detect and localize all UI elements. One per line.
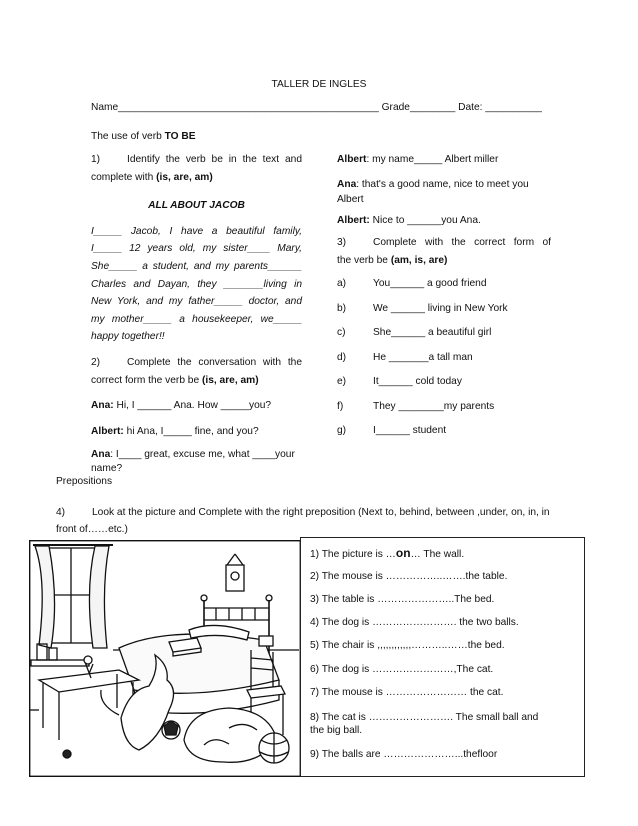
- exercise-2-options: (is, are, am): [201, 374, 259, 386]
- exercise-3-options: (am, is, are): [390, 254, 448, 266]
- dialogue-line: Ana: that's a good name, nice to meet you: [337, 178, 529, 190]
- exercise-2-text-line2: correct form the verb be: [91, 374, 202, 386]
- exercise-1-instructions: [91, 151, 302, 186]
- dialogue-line: Albert: my name_____ Albert miller: [337, 154, 499, 165]
- name-grade-date-line: Name______________________________________________ Grade________ Date: __________: [91, 102, 542, 113]
- dialogue-line: Albert: Nice to ______you Ana.: [337, 214, 481, 226]
- exercise-3-text-line2: the verb be: [337, 254, 391, 266]
- list-item: c) She______ a beautiful girl: [337, 327, 492, 339]
- exercise-4-text-line1: Look at the picture and Complete with the right preposition (Next to, behind, between ,under, on, in, in: [92, 507, 550, 518]
- list-item: 3) The table is …………………..The bed.: [310, 594, 495, 605]
- right-column: [337, 151, 551, 447]
- section-heading-prefix: The use of verb: [91, 131, 165, 142]
- story-line: Charles and Dayan, they _______living in: [91, 278, 302, 290]
- dialogue-line: Albert: hi Ana, I_____ fine, and you?: [91, 425, 259, 437]
- story-line: I_____ Jacob, I have a beautiful family,: [91, 225, 302, 237]
- list-item: 6) The dog is ……………………,The cat.: [310, 664, 494, 675]
- exercise-4-instructions: [56, 504, 584, 538]
- list-item: d) He _______a tall man: [337, 351, 473, 363]
- dialogue-continuation: Albert: [337, 193, 364, 205]
- list-item-continuation: the big ball.: [310, 725, 363, 736]
- exercise-4-number: 4): [56, 507, 66, 518]
- dialogue-continuation: name?: [91, 463, 123, 475]
- list-item: 1) The picture is …on… The wall.: [310, 546, 465, 560]
- prepositions-list: [300, 537, 585, 777]
- list-item: 5) The chair is ,,,,,,,,,,,,………..……the bed.: [310, 640, 505, 651]
- list-item: 4) The dog is ……………………. the two balls.: [310, 617, 519, 628]
- dialogue-line: Ana: I____ great, excuse me, what ____your: [91, 449, 295, 461]
- exercise-4-text-line2: front of……etc.): [56, 524, 128, 535]
- story-line: New York, and my father_____ doctor, and: [91, 296, 302, 308]
- exercise-3-text-line1: Complete with the correct form of: [373, 237, 551, 249]
- list-item: f) They ________my parents: [337, 400, 495, 412]
- story-line: She_____ a student, and my parents______: [91, 260, 302, 272]
- story-line: happy together!!: [91, 331, 165, 343]
- wall-picture: [226, 565, 244, 591]
- list-item: a) You______ a good friend: [337, 278, 487, 290]
- story-title: ALL ABOUT JACOB: [148, 200, 245, 212]
- list-item: b) We ______ living in New York: [337, 302, 508, 314]
- exercise-1-options: (is, are, am): [156, 171, 213, 183]
- story-line: I_____ 12 years old, my sister____ Mary,: [91, 243, 302, 255]
- list-item: e) It______ cold today: [337, 376, 462, 388]
- section-heading-bold: TO BE: [164, 131, 196, 142]
- story-body: [91, 223, 302, 346]
- exercise-2-number: 2): [91, 356, 101, 368]
- exercise-2-text-line1: Complete the conversation with the: [127, 356, 302, 368]
- exercise-3-number: 3): [337, 237, 347, 249]
- dialogue-line: Ana: Hi, I ______ Ana. How _____you?: [91, 400, 272, 412]
- prepositions-heading: Prepositions: [56, 476, 113, 487]
- exercise-1-number: 1): [91, 154, 101, 165]
- exercise-3-instructions: [337, 234, 551, 269]
- list-item: 8) The cat is ……………………. The small ball and: [310, 712, 539, 723]
- list-item: 2) The mouse is ……………..…….the table.: [310, 571, 508, 582]
- story-line: my mother_____ a housekeeper, we_____: [91, 313, 302, 325]
- exercise-3-items: [337, 275, 551, 447]
- exercise-1-text: Identify the verb be in the text and complete with: [91, 154, 302, 183]
- exercise-2-instructions: [91, 354, 302, 389]
- left-column: [91, 151, 302, 476]
- worksheet-title: TALLER DE INGLES: [271, 79, 367, 90]
- list-item: 7) The mouse is …………………… the cat.: [310, 687, 504, 698]
- list-item: g) I______ student: [337, 425, 447, 437]
- section-heading: [91, 130, 196, 144]
- list-item: 9) The balls are …………………...thefloor: [310, 749, 498, 760]
- bedroom-illustration: [29, 540, 301, 777]
